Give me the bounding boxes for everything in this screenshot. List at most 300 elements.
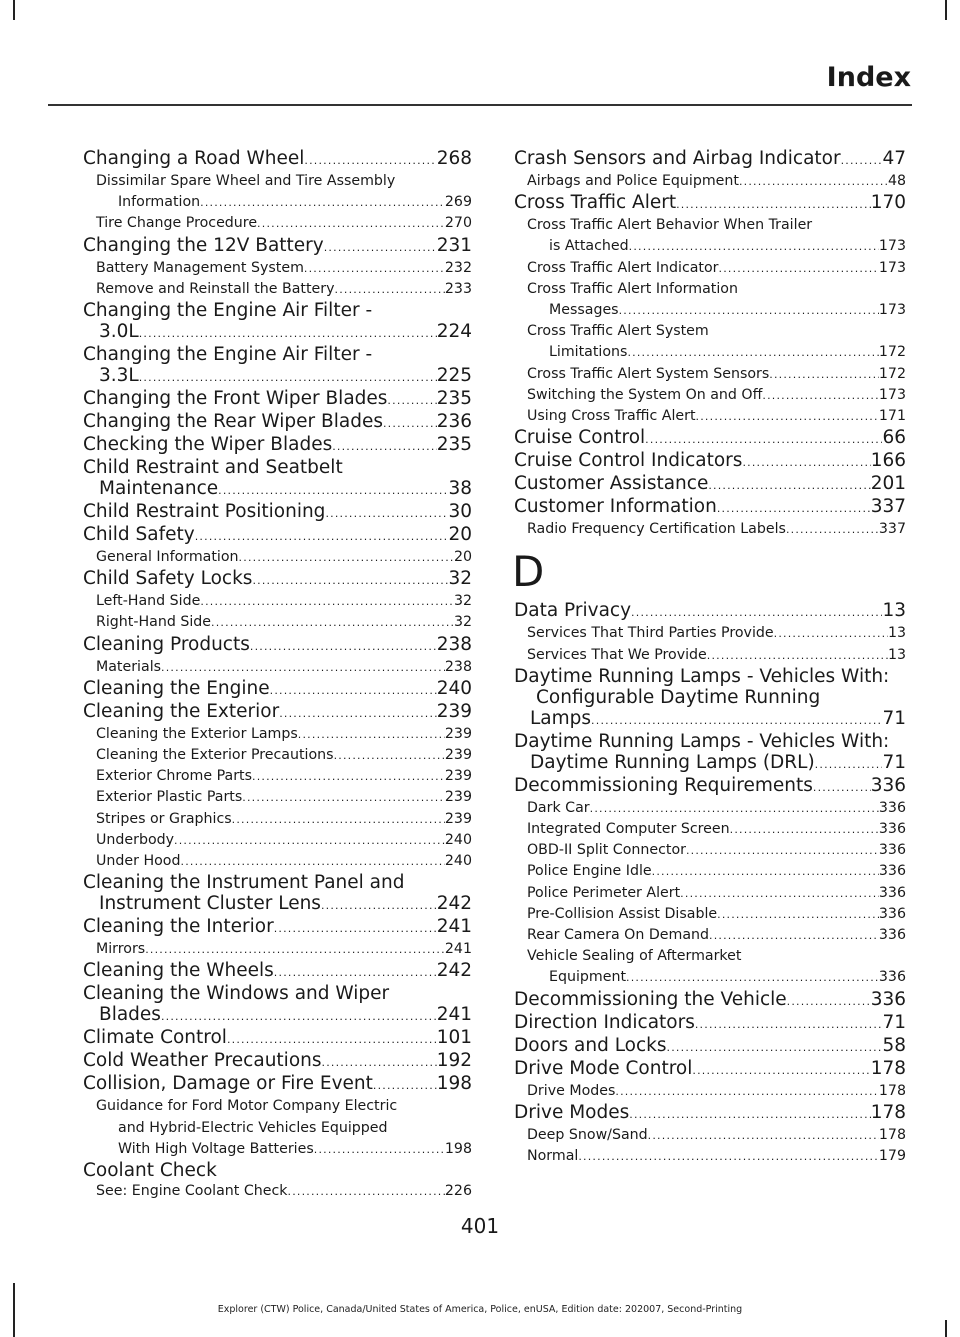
entry-label: Mirrors	[96, 941, 146, 958]
entry-label: Cleaning the Wheels	[83, 960, 274, 982]
entry-label: Under Hood	[96, 853, 181, 870]
dot-leader	[629, 1104, 870, 1125]
entry-label: Data Privacy	[514, 600, 632, 622]
entry-page-number: 20	[448, 524, 472, 546]
dot-leader	[667, 1037, 883, 1058]
index-subentry	[514, 171, 906, 192]
entry-page-number: 13	[882, 600, 906, 622]
entry-label: Daytime Running Lamps - Vehicles With:	[514, 730, 890, 752]
entry-label: Tire Change Procedure	[96, 215, 258, 232]
index-subentry	[83, 1096, 472, 1160]
index-subentry	[514, 321, 906, 363]
dot-leader	[274, 962, 437, 983]
index-entry	[83, 524, 472, 547]
entry-page-number: 170	[870, 192, 906, 214]
index-subentry	[514, 1125, 906, 1146]
entry-page-number: 232	[444, 259, 472, 276]
entry-label: Drive Mode Control	[514, 1057, 693, 1079]
entry-page-number: 198	[436, 1073, 472, 1095]
index-subentry	[514, 798, 906, 819]
dot-leader	[813, 777, 871, 798]
index-entry	[83, 634, 472, 657]
dot-leader	[652, 861, 879, 882]
index-entry	[514, 1058, 906, 1081]
index-subentry	[83, 830, 472, 851]
index-subentry	[514, 279, 906, 321]
entry-label: Police Engine Idle	[527, 863, 652, 880]
entry-label: Messages	[549, 302, 619, 319]
entry-label: Doors and Locks	[514, 1034, 667, 1056]
entry-label: Crash Sensors and Airbag Indicator	[514, 148, 841, 169]
index-column-left	[83, 148, 472, 1202]
title-divider	[48, 104, 912, 106]
entry-label: Cleaning the Exterior Lamps	[96, 725, 298, 742]
index-entry	[83, 434, 472, 457]
entry-page-number: 336	[870, 774, 906, 796]
entry-page-number: 58	[882, 1034, 906, 1056]
dot-leader	[304, 150, 436, 171]
entry-page-number: 240	[436, 677, 472, 699]
index-column-right	[514, 148, 906, 1167]
dot-leader	[324, 237, 437, 258]
index-entry	[514, 148, 906, 171]
entry-label: Direction Indicators	[514, 1011, 695, 1033]
dot-leader	[257, 213, 445, 234]
entry-label: Coolant Check	[83, 1160, 217, 1182]
index-subentry	[514, 519, 906, 540]
entry-label: Guidance for Ford Motor Company Electric	[96, 1098, 398, 1115]
index-entry	[514, 666, 906, 731]
entry-page-number: 71	[882, 751, 906, 773]
entry-page-number: 268	[436, 148, 472, 169]
page-number: 401	[460, 1214, 500, 1238]
index-subentry	[514, 904, 906, 925]
index-entry	[514, 600, 906, 623]
dot-leader	[181, 851, 445, 872]
index-subentry	[83, 851, 472, 872]
dot-leader	[270, 680, 437, 701]
entry-label: Airbags and Police Equipment	[527, 173, 739, 189]
entry-label: Changing the Rear Wiper Blades	[83, 411, 383, 433]
dot-leader	[139, 323, 437, 344]
index-subentry	[83, 1181, 472, 1202]
entry-label: Radio Frequency Certification Labels	[527, 521, 786, 538]
entry-label: Exterior Plastic Parts	[96, 789, 243, 806]
index-entry	[514, 496, 906, 519]
entry-page-number: 178	[878, 1082, 906, 1099]
entry-page-number: 225	[436, 365, 472, 387]
entry-label: Cruise Control Indicators	[514, 450, 743, 472]
index-entry	[514, 450, 906, 473]
dot-leader	[719, 258, 879, 279]
entry-label: Cleaning the Interior	[83, 916, 274, 938]
index-subentry	[83, 591, 472, 612]
index-subentry	[514, 819, 906, 840]
entry-label: Integrated Computer Screen	[527, 821, 730, 838]
entry-page-number: 13	[887, 646, 906, 663]
entry-label: Changing a Road Wheel	[83, 148, 305, 169]
dot-leader	[629, 236, 879, 257]
dot-leader	[334, 745, 445, 766]
entry-page-number: 239	[444, 789, 472, 806]
entry-page-number: 239	[444, 810, 472, 827]
entry-page-number: 336	[878, 799, 906, 816]
dot-leader	[288, 1181, 445, 1202]
dot-leader	[742, 452, 870, 473]
entry-label: Cross Traffic Alert Indicator	[527, 259, 719, 276]
entry-label: Child Restraint and Seatbelt	[83, 457, 343, 479]
entry-label: Using Cross Traffic Alert	[527, 408, 696, 425]
index-subentry	[83, 657, 472, 678]
dot-leader	[211, 612, 454, 633]
entry-page-number: 173	[878, 302, 906, 319]
entry-label: Services That We Provide	[527, 646, 707, 663]
index-subentry	[83, 745, 472, 766]
entry-page-number: 48	[887, 173, 906, 189]
dot-leader	[332, 436, 436, 457]
entry-label: Information	[118, 194, 201, 211]
section-letter: D	[512, 547, 545, 597]
entry-label: Daytime Running Lamps (DRL)	[530, 751, 815, 773]
index-entry	[83, 411, 472, 434]
entry-label: Cruise Control	[514, 427, 646, 449]
index-entry	[514, 1012, 906, 1035]
entry-page-number: 231	[436, 234, 472, 256]
dot-leader	[373, 1075, 437, 1096]
entry-label: Child Safety Locks	[83, 568, 253, 590]
entry-label: Cleaning the Windows and Wiper	[83, 983, 390, 1005]
entry-label: Battery Management System	[96, 259, 304, 276]
entry-page-number: 336	[878, 969, 906, 986]
dot-leader	[786, 519, 879, 540]
dot-leader	[139, 367, 437, 388]
entry-page-number: 32	[448, 568, 472, 590]
entry-label: Child Safety	[83, 524, 195, 546]
dot-leader	[717, 904, 879, 925]
entry-label: Cross Traffic Alert	[514, 192, 677, 214]
entry-label: Normal	[527, 1148, 579, 1165]
entry-label: Dark Car	[527, 799, 590, 816]
entry-page-number: 178	[870, 1057, 906, 1079]
entry-label: Cross Traffic Alert System	[527, 323, 709, 340]
entry-label: Changing the 12V Battery	[83, 234, 324, 256]
index-subentry	[83, 787, 472, 808]
dot-leader	[707, 645, 888, 666]
entry-page-number: 166	[870, 450, 906, 472]
entry-label: Limitations	[549, 344, 628, 361]
entry-label: Exterior Chrome Parts	[96, 768, 253, 785]
dot-leader	[252, 570, 448, 591]
index-entry	[83, 1050, 472, 1073]
entry-page-number: 238	[436, 633, 472, 655]
index-subentry	[83, 213, 472, 234]
entry-label: is Attached	[549, 238, 629, 255]
index-subentry	[514, 883, 906, 904]
index-subentry	[83, 279, 472, 300]
dot-leader	[815, 754, 883, 775]
entry-label: Vehicle Sealing of Aftermarket	[527, 948, 742, 965]
page-title: Index	[826, 62, 911, 93]
index-entry	[83, 388, 472, 411]
entry-label: 3.3L	[99, 365, 139, 387]
entry-label: Police Perimeter Alert	[527, 884, 681, 901]
entry-label: OBD-II Split Connector	[527, 842, 686, 859]
entry-label: See: Engine Coolant Check	[96, 1183, 288, 1200]
crop-mark-top-right	[945, 0, 947, 20]
entry-label: Dissimilar Spare Wheel and Tire Assembly	[96, 173, 396, 189]
entry-page-number: 30	[448, 501, 472, 523]
entry-page-number: 173	[878, 238, 906, 255]
dot-leader	[218, 480, 448, 501]
index-entry	[83, 916, 472, 939]
entry-label: Daytime Running Lamps - Vehicles With:	[514, 665, 890, 687]
entry-page-number: 238	[444, 658, 472, 675]
index-entry	[83, 1027, 472, 1050]
entry-page-number: 226	[444, 1183, 472, 1200]
entry-page-number: 171	[878, 408, 906, 425]
dot-leader	[645, 429, 882, 450]
entry-page-number: 337	[870, 496, 906, 518]
entry-label: General Information	[96, 549, 239, 566]
index-entry	[83, 501, 472, 524]
dot-leader	[686, 840, 879, 861]
dot-leader	[325, 503, 448, 524]
index-subentry	[514, 364, 906, 385]
index-subentry	[514, 1146, 906, 1167]
index-entry	[514, 473, 906, 496]
entry-page-number: 66	[882, 427, 906, 449]
entry-page-number: 71	[882, 1011, 906, 1033]
dot-leader	[161, 657, 445, 678]
index-entry	[83, 1160, 472, 1181]
index-entry	[83, 300, 472, 344]
entry-label: Right-Hand Side	[96, 614, 212, 631]
entry-page-number: 239	[436, 700, 472, 722]
index-entry	[83, 235, 472, 258]
entry-page-number: 172	[878, 365, 906, 382]
index-subentry	[83, 766, 472, 787]
index-subentry	[514, 840, 906, 861]
index-subentry	[83, 612, 472, 633]
index-entry	[83, 872, 472, 916]
entry-page-number: 71	[882, 707, 906, 729]
dot-leader	[195, 526, 449, 547]
dot-leader	[304, 258, 445, 279]
dot-leader	[709, 925, 879, 946]
index-subentry	[83, 809, 472, 830]
dot-leader	[695, 1014, 883, 1035]
entry-label: Left-Hand Side	[96, 593, 201, 610]
entry-label: Cleaning Products	[83, 633, 250, 655]
dot-leader	[708, 475, 870, 496]
index-subentry	[514, 1081, 906, 1102]
dot-leader	[298, 724, 445, 745]
index-entry	[514, 731, 906, 775]
index-subentry	[83, 171, 472, 213]
index-entry	[83, 457, 472, 501]
dot-leader	[591, 710, 882, 731]
entry-label: With High Voltage Batteries	[118, 1140, 314, 1157]
entry-label: Instrument Cluster Lens	[99, 893, 321, 915]
dot-leader	[648, 1125, 879, 1146]
index-subentry	[83, 547, 472, 568]
dot-leader	[232, 809, 445, 830]
dot-leader	[762, 385, 879, 406]
entry-page-number: 20	[453, 549, 472, 566]
entry-label: Blades	[99, 1004, 161, 1026]
dot-leader	[383, 413, 437, 434]
dot-leader	[578, 1146, 879, 1167]
index-entry	[83, 983, 472, 1027]
entry-label: Deep Snow/Sand	[527, 1126, 648, 1143]
dot-leader	[274, 918, 437, 939]
dot-leader	[250, 636, 437, 657]
dot-leader	[145, 939, 445, 960]
entry-label: Climate Control	[83, 1027, 227, 1049]
dot-leader	[387, 390, 436, 411]
entry-page-number: 239	[444, 768, 472, 785]
index-entry	[514, 192, 906, 215]
dot-leader	[774, 623, 888, 644]
index-subentry	[514, 258, 906, 279]
dot-leader	[680, 883, 879, 904]
entry-label: Cleaning the Instrument Panel and	[83, 872, 405, 894]
footer-edition-info: Explorer (CTW) Police, Canada/United States of America, Police, enUSA, Edition date: 202007, Second-Printing	[217, 1304, 743, 1315]
entry-label: and Hybrid-Electric Vehicles Equipped	[118, 1119, 388, 1136]
entry-page-number: 241	[436, 1004, 472, 1026]
dot-leader	[841, 150, 883, 171]
entry-label: Pre-Collision Assist Disable	[527, 905, 718, 922]
entry-label: Drive Modes	[514, 1101, 630, 1123]
entry-label: Child Restraint Positioning	[83, 501, 326, 523]
index-entry	[514, 1102, 906, 1125]
entry-label: Cleaning the Exterior	[83, 700, 280, 722]
entry-page-number: 32	[453, 593, 472, 610]
entry-page-number: 336	[878, 905, 906, 922]
entry-page-number: 47	[882, 148, 906, 169]
entry-label: Changing the Engine Air Filter -	[83, 300, 373, 322]
dot-leader	[730, 819, 879, 840]
dot-leader	[200, 591, 454, 612]
index-subentry	[514, 385, 906, 406]
dot-leader	[631, 602, 882, 623]
entry-page-number: 173	[878, 259, 906, 276]
index-entry	[83, 148, 472, 171]
entry-page-number: 178	[878, 1126, 906, 1143]
index-entry	[83, 568, 472, 591]
entry-label: Customer Assistance	[514, 473, 709, 495]
dot-leader	[335, 279, 445, 300]
entry-page-number: 173	[878, 386, 906, 403]
dot-leader	[322, 1052, 437, 1073]
entry-label: 3.0L	[99, 321, 139, 343]
entry-label: Drive Modes	[527, 1082, 616, 1099]
entry-page-number: 337	[878, 521, 906, 538]
entry-label: Cold Weather Precautions	[83, 1050, 322, 1072]
entry-page-number: 192	[436, 1050, 472, 1072]
entry-page-number: 239	[444, 747, 472, 764]
entry-page-number: 336	[878, 821, 906, 838]
entry-page-number: 242	[436, 960, 472, 982]
index-subentry	[83, 939, 472, 960]
dot-leader	[717, 498, 871, 519]
index-subentry	[514, 406, 906, 427]
entry-label: Changing the Front Wiper Blades	[83, 388, 388, 410]
crop-mark-bottom-right	[945, 1320, 947, 1337]
entry-page-number: 269	[444, 194, 472, 211]
entry-label: Customer Information	[514, 496, 717, 518]
index-subentry	[514, 861, 906, 882]
entry-label: Equipment	[549, 969, 627, 986]
index-subentry	[83, 258, 472, 279]
index-entry	[83, 678, 472, 701]
entry-page-number: 224	[436, 321, 472, 343]
entry-page-number: 235	[436, 388, 472, 410]
dot-leader	[321, 895, 437, 916]
entry-label: Decommissioning Requirements	[514, 774, 813, 796]
entry-label: Cleaning the Exterior Precautions	[96, 747, 334, 764]
index-subentry	[514, 623, 906, 644]
entry-page-number: 101	[436, 1027, 472, 1049]
dot-leader	[627, 342, 878, 363]
entry-page-number: 336	[878, 863, 906, 880]
dot-leader	[619, 300, 879, 321]
dot-leader	[227, 1029, 437, 1050]
dot-leader	[676, 194, 871, 215]
entry-label: Cleaning the Engine	[83, 677, 270, 699]
entry-page-number: 270	[444, 215, 472, 232]
entry-label: Underbody	[96, 831, 175, 848]
entry-page-number: 241	[444, 941, 472, 958]
entry-label: Rear Camera On Demand	[527, 927, 710, 944]
dot-leader	[239, 547, 454, 568]
dot-leader	[692, 1060, 870, 1081]
entry-page-number: 178	[870, 1101, 906, 1123]
crop-mark-top-left	[13, 0, 15, 20]
entry-page-number: 38	[448, 478, 472, 500]
dot-leader	[161, 1006, 437, 1027]
index-entry	[514, 989, 906, 1012]
index-subentry	[83, 724, 472, 745]
entry-page-number: 179	[878, 1148, 906, 1165]
index-subentry	[514, 925, 906, 946]
entry-page-number: 241	[436, 916, 472, 938]
entry-page-number: 240	[444, 853, 472, 870]
entry-label: Stripes or Graphics	[96, 810, 232, 827]
entry-label: Collision, Damage or Fire Event	[83, 1073, 373, 1095]
entry-page-number: 235	[436, 434, 472, 456]
dot-leader	[242, 787, 445, 808]
entry-label: Changing the Engine Air Filter -	[83, 344, 373, 366]
dot-leader	[626, 967, 879, 988]
entry-page-number: 336	[878, 927, 906, 944]
index-entry	[514, 427, 906, 450]
entry-page-number: 336	[870, 988, 906, 1010]
index-entry	[83, 344, 472, 388]
entry-label: Cross Traffic Alert Information	[527, 280, 738, 297]
entry-label: Services That Third Parties Provide	[527, 625, 774, 642]
index-entry	[514, 775, 906, 798]
entry-page-number: 198	[444, 1140, 472, 1157]
entry-page-number: 336	[878, 884, 906, 901]
index-entry	[83, 1073, 472, 1096]
entry-label: Decommissioning the Vehicle	[514, 988, 787, 1010]
entry-page-number: 239	[444, 725, 472, 742]
entry-page-number: 13	[887, 625, 906, 642]
index-entry	[83, 960, 472, 983]
dot-leader	[739, 171, 888, 192]
entry-label: Materials	[96, 658, 162, 675]
